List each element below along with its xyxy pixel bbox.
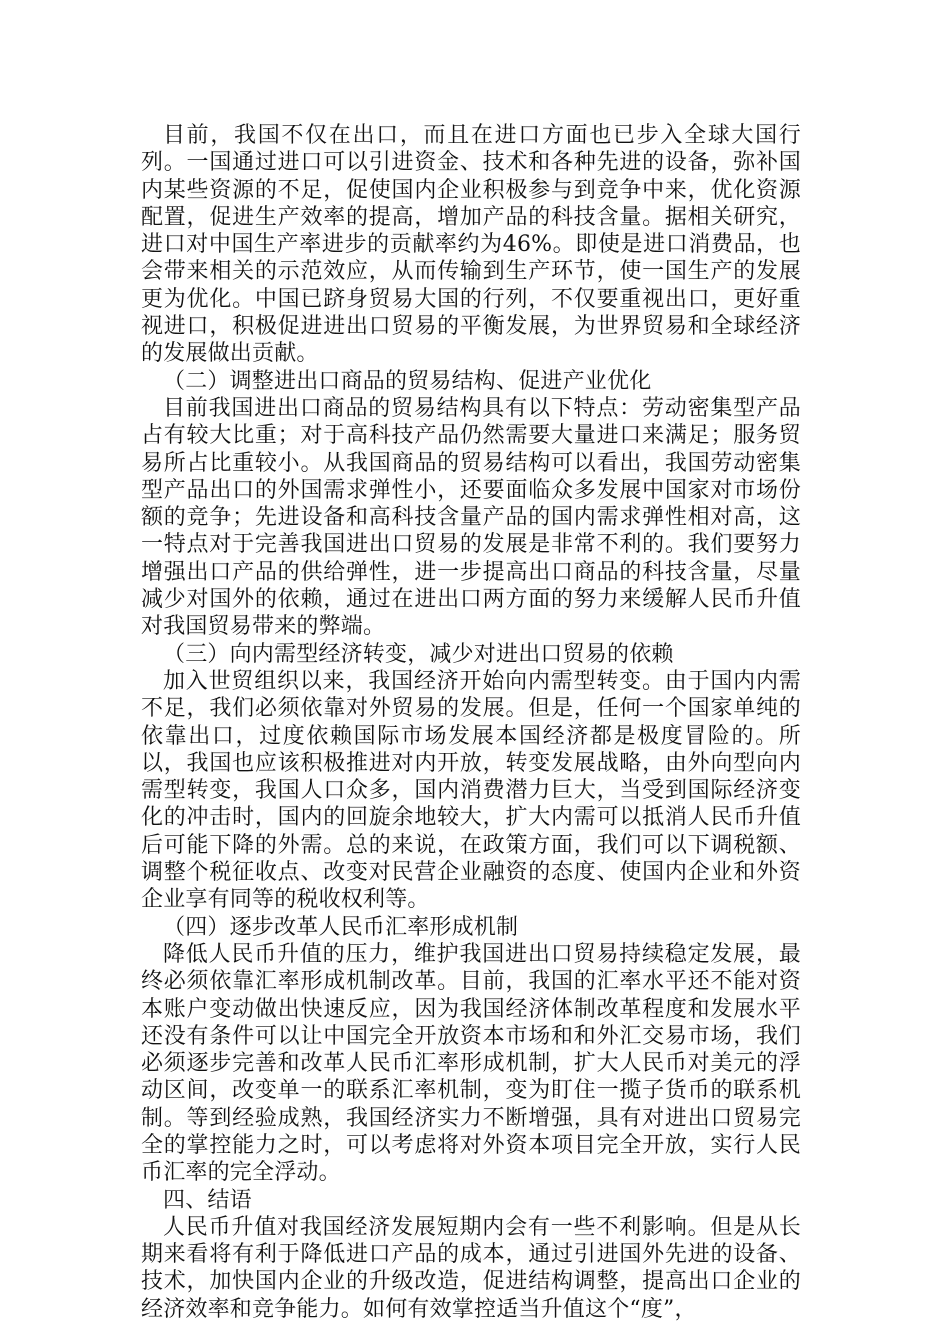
section-heading-exchange-rate-reform: （四）逐步改革人民币汇率形成机制 bbox=[163, 914, 519, 940]
paragraph-domestic-demand: 加入世贸组织以来，我国经济开始向内需型转变。由于国内内需不足，我们必须依靠对外贸易的发展。但是，任何一个国家单纯的依靠出口，过度依赖国际市场发展本国经济都是极度冒险的。所以，我国也应该积极推进对内开放，转变发展战略，由外向型向内需型转变，我国人口众多，国内消费潜力巨大，当受到国际经济变化的冲击时，国内的回旋余地较大，扩大内需可以抵消人民币升值后可能下降的外需。总的来说，在政策方面，我们可以下调税额、调整个税征收点、改变对民营企业融资的态度、使国内企业和外资企业享有同等的税收权利等。 bbox=[141, 668, 801, 913]
section-heading-domestic-demand: （三）向内需型经济转变，减少对进出口贸易的依赖 bbox=[163, 641, 674, 667]
document-body bbox=[141, 122, 801, 1323]
section-heading-conclusion: 四、结语 bbox=[163, 1187, 252, 1213]
paragraph-exchange-rate-reform: 降低人民币升值的压力，维护我国进出口贸易持续稳定发展，最终必须依靠汇率形成机制改革。目前，我国的汇率水平还不能对资本账户变动做出快速反应，因为我国经济体制改革程度和发展水平还没有条件可以让中国完全开放资本市场和和外汇交易市场，我们必须逐步完善和改革人民币汇率形成机制，扩大人民币对美元的浮动区间，改变单一的联系汇率机制，变为盯住一揽子货币的联系机制。等到经验成熟，我国经济实力不断增强，具有对进出口贸易完全的掌控能力之时，可以考虑将对外资本项目完全开放，实行人民币汇率的完全浮动。 bbox=[141, 941, 801, 1186]
section-heading-trade-structure: （二）调整进出口商品的贸易结构、促进产业优化 bbox=[163, 368, 652, 394]
paragraph-conclusion: 人民币升值对我国经济发展短期内会有一些不利影响。但是从长期来看将有利于降低进口产品的成本，通过引进国外先进的设备、技术，加快国内企业的升级改造，促进结构调整，提高出口企业的经济效率和竞争能力。如何有效掌控适当升值这个“度”， bbox=[141, 1214, 801, 1322]
paragraph-trade-structure: 目前我国进出口商品的贸易结构具有以下特点：劳动密集型产品占有较大比重；对于高科技产品仍然需要大量进口来满足；服务贸易所占比重较小。从我国商品的贸易结构可以看出，我国劳动密集型产品出口的外国需求弹性小，还要面临众多发展中国家对市场份额的竞争；先进设备和高科技含量产品的国内需求弹性相对高，这一特点对于完善我国进出口贸易的发展是非常不利的。我们要努力增强出口产品的供给弹性，进一步提高出口商品的科技含量，尽量减少对国外的依赖，通过在进出口两方面的努力来缓解人民币升值对我国贸易带来的弊端。 bbox=[141, 395, 801, 640]
paragraph-import-significance: 目前，我国不仅在出口，而且在进口方面也已步入全球大国行列。一国通过进口可以引进资金、技术和各种先进的设备，弥补国内某些资源的不足，促使国内企业积极参与到竞争中来，优化资源配置，促进生产效率的提高，增加产品的科技含量。据相关研究，进口对中国生产率进步的贡献率约为46%。即使是进口消费品，也会带来相关的示范效应，从而传输到生产环节，使一国生产的发展更为优化。中国已跻身贸易大国的行列，不仅要重视出口，更好重视进口，积极促进进出口贸易的平衡发展，为世界贸易和全球经济的发展做出贡献。 bbox=[141, 123, 801, 367]
